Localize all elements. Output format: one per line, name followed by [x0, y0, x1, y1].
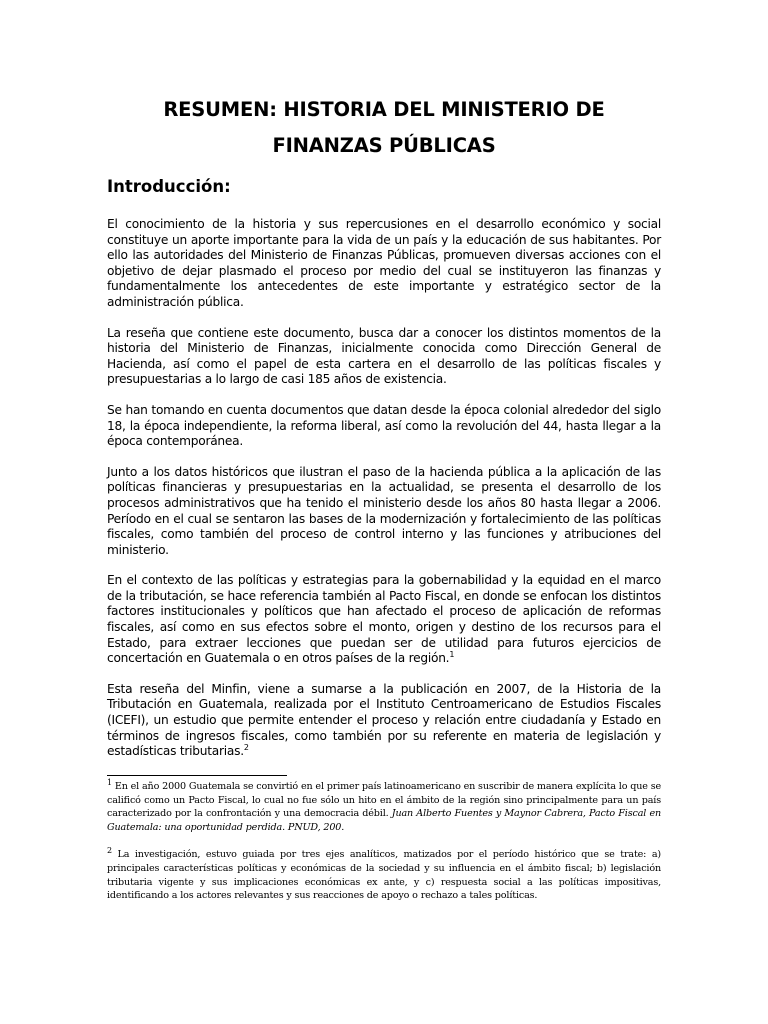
paragraph-6: Esta reseña del Minfin, viene a sumarse a la publicación en 2007, de la Historia de la Tributación en Guatemala, realizada por el Instituto Centroamericano de Estudios Fiscales (ICEFI), un estudio que permite entender el proceso y relación entre ciudadanía y Estado en términos de ingresos fiscales, como también por su referente en materia de legislación y estadísticas tributarias.$^2$ — [107, 681, 661, 759]
footnote-2 — [107, 848, 661, 902]
footnote-1-text: En el año 2000 Guatemala se convirtió en el primer país latinoamericano en suscribir de manera explícita lo que se calificó como un Pacto Fiscal, lo cual no fue sólo un hito en el ámbito de la región sino principalmente para un país caracterizado por la confrontación y una democracia débil. — [107, 781, 661, 820]
paragraph-3: Se han tomando en cuenta documentos que datan desde la época colonial alrededor del siglo 18, la época independiente, la reforma liberal, así como la revolución del 44, hasta llegar a la época contemporánea. — [107, 402, 661, 449]
footnote-mark-2: 2 — [107, 846, 112, 856]
document-title — [0, 92, 768, 164]
paragraph-5: En el contexto de las políticas y estrategias para la gobernabilidad y la equidad en el marco de la tributación, se hace referencia también al Pacto Fiscal, en donde se enfocan los distintos factores institucionales y políticos que han afectado el proceso de aplicación de reformas fiscales, así como en sus efectos sobre el monto, origen y destino de los recursos para el Estado, para extraer lecciones que puedan ser de utilidad para futuros ejercicios de concertación en Guatemala o en otros países de la región.$^1$ — [107, 573, 661, 666]
paragraph-2: La reseña que contiene este documento, busca dar a conocer los distintos momentos de la historia del Ministerio de Finanzas, inicialmente conocida como Dirección General de Hacienda, así como el papel de esta cartera en el desarrollo de las políticas fiscales y presupuestarias a lo largo de casi 185 años de existencia. — [107, 325, 661, 387]
footnote-mark-1: 1 — [107, 777, 112, 787]
footnote-1-source: Juan Alberto Fuentes y Maynor Cabrera, Pacto Fiscal en Guatemala: una oportunidad perdida. PNUD, 200. — [107, 808, 661, 833]
body-text — [107, 217, 661, 775]
section-heading: Introducción: — [107, 177, 231, 196]
title-line-1: RESUMEN: HISTORIA DEL MINISTERIO DE — [163, 98, 605, 121]
footnotes — [107, 777, 661, 917]
footnote-1 — [107, 777, 661, 834]
paragraph-1: El conocimiento de la historia y sus repercusiones en el desarrollo económico y social constituye un aporte importante para la vida de un país y la educación de sus habitantes. Por ello las autoridades del Ministerio de Finanzas Públicas, promueven diversas acciones con el objetivo de dejar plasmado el proceso por medio del cual se instituyeron las finanzas y fundamentalmente los antecedentes de este importante y estratégico sector de la administración pública. — [107, 217, 661, 309]
footnote-ref-1[interactable]: 1 — [449, 650, 455, 660]
paragraph-4: Junto a los datos históricos que ilustran el paso de la hacienda pública a la aplicación de las políticas financieras y presupuestarias en la actualidad, se presenta el desarrollo de los procesos administrativos que ha tenido el ministerio desde los años 80 hasta llegar a 2006. Período en el cual se sentaron las bases de la modernización y fortalecimiento de las políticas fiscales, como también del proceso de control interno y las funciones y atribuciones del ministerio. — [107, 464, 661, 557]
footnote-separator — [107, 775, 287, 776]
title-line-2: FINANZAS PÚBLICAS — [272, 134, 496, 157]
footnote-2-text: La investigación, estuvo guiada por tres ejes analíticos, matizados por el período histórico que se trate: a) principales características políticas y económicas de la sociedad y su influencia en el ámbito fiscal; b) legislación tributaria vigente y sus implicaciones económicas ex ante, y c) respuesta social a las políticas impositivas, identificando a los actores relevantes y sus reacciones de apoyo o rechazo a tales políticas. — [107, 849, 661, 902]
footnote-ref-2[interactable]: 2 — [243, 743, 249, 753]
